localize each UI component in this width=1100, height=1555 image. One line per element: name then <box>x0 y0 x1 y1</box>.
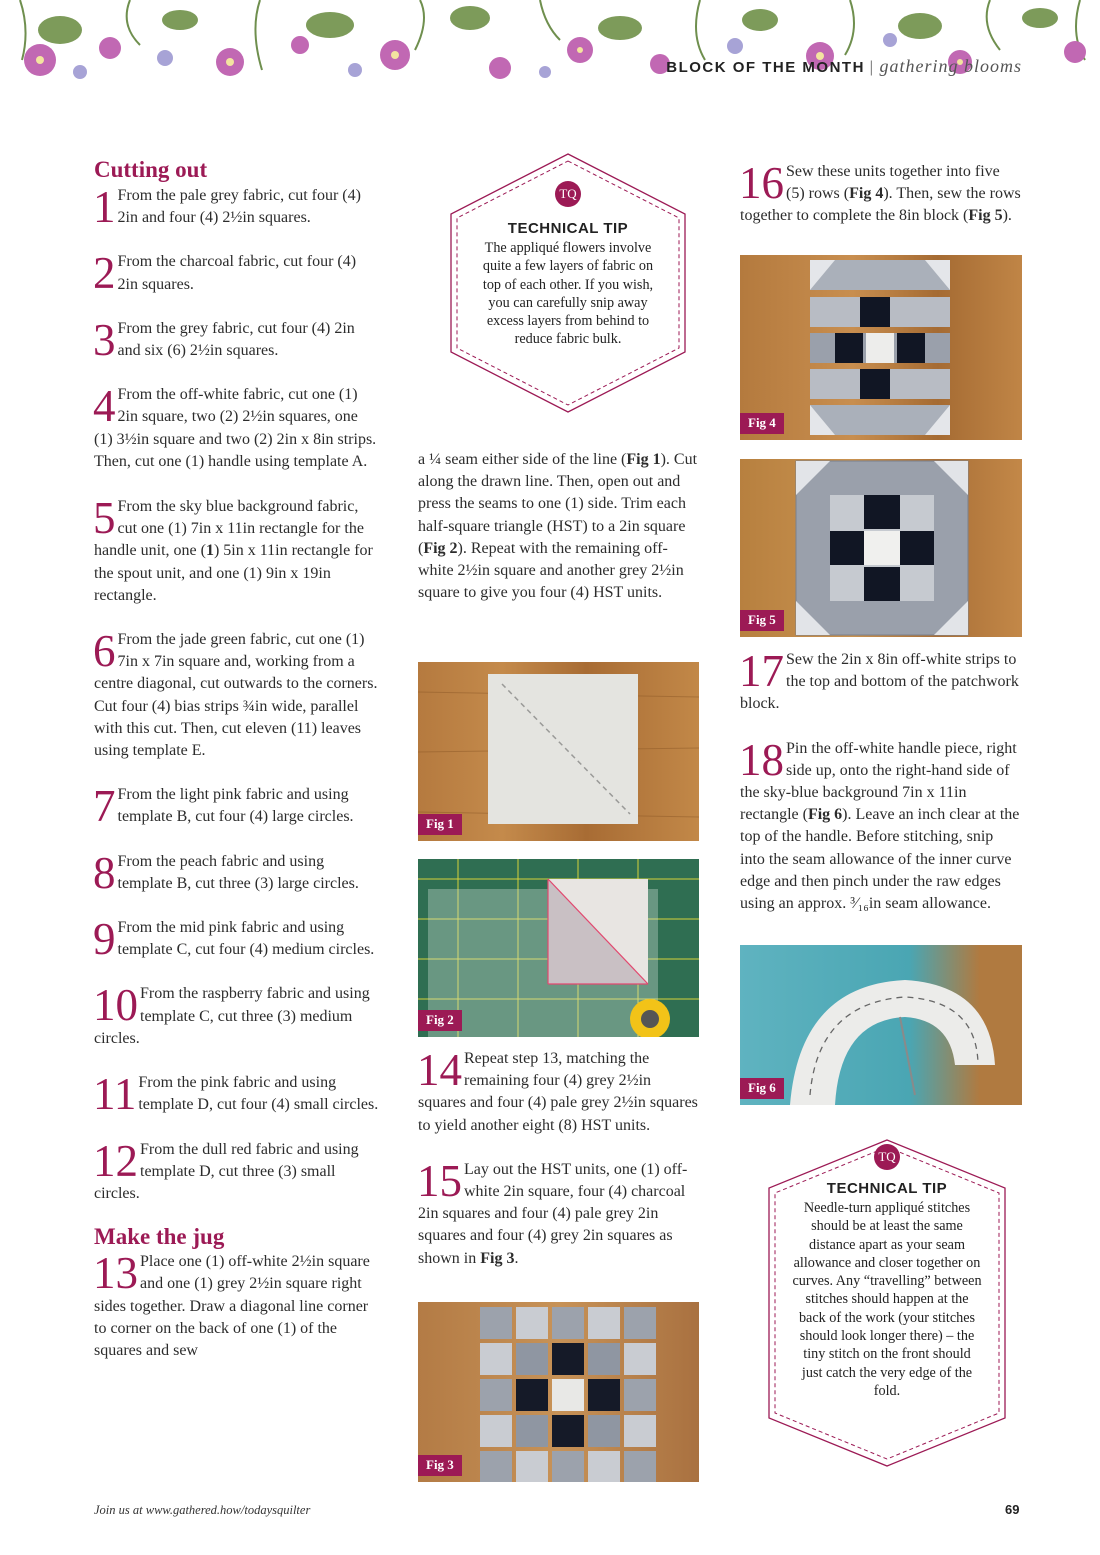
step-number: 6 <box>93 626 116 677</box>
fig-ref: Fig 1 <box>626 451 661 468</box>
tip-text: The appliqué flowers involve quite a few layers of fabric on top of each other. If you wish, you can carefully snip away excess layers from behind to reduce fabric bulk. <box>482 240 654 348</box>
fig-ref: Fig 4 <box>849 185 884 203</box>
para-text: ). Cut along the drawn line. Then, open out and press the seams to one (1) side. Trim each half-square triangle (HST) to a 2in square ( <box>418 451 698 557</box>
section-title: BLOCK OF THE MONTH <box>666 59 865 76</box>
step-18 <box>739 734 1022 916</box>
tip-title: TECHNICAL TIP <box>507 220 629 237</box>
step-number: 16 <box>739 158 784 208</box>
step-number: 13 <box>93 1248 138 1299</box>
tq-badge: TQ <box>555 181 581 207</box>
step-11 <box>93 1069 379 1120</box>
fig-ref: Fig 2 <box>423 539 458 557</box>
fig-1-photo <box>418 662 699 841</box>
column-2-continuation <box>418 449 703 604</box>
step-15 <box>417 1155 703 1270</box>
fig-label: Fig 5 <box>740 610 784 631</box>
step-text: From the off-white fabric, cut one (1) 2in square, two (2) 2½in squares, one (1) 3½in square and two (2) 2in x 8in strips. Then, cut one (1) handle using template A. <box>94 386 377 470</box>
fig-ref: Fig 3 <box>480 1249 515 1267</box>
step-number: 3 <box>93 314 116 365</box>
step-number: 18 <box>739 734 784 785</box>
step-text: ) 5in x 11in rectangle for the spout unit, and one (1) 9in x 19in rectangle. <box>94 542 373 604</box>
step-number: 7 <box>93 781 116 832</box>
step-text: Sew these units together into five (5) rows ( <box>786 163 1000 203</box>
step-text: Sew the 2in x 8in off-white strips to the top and bottom of the patchwork block. <box>740 651 1019 713</box>
step-1 <box>93 182 379 232</box>
step-2 <box>93 248 379 299</box>
step-4 <box>93 381 379 473</box>
step-number: 5 <box>93 493 116 544</box>
step-8 <box>93 847 379 898</box>
step-text: From the jade green fabric, cut one (1) 7in x 7in square and, working from a centre diagonal, cut outwards to the corners. Cut four (4) bias strips ¾in wide, parallel with this cut. Then, cut eleven (11) leaves using template E. <box>94 631 378 760</box>
technical-tip-1 <box>448 152 688 414</box>
step-number: 15 <box>417 1155 462 1206</box>
fig-label: Fig 1 <box>418 814 462 835</box>
step-text: From the pale grey fabric, cut four (4) 2in and four (4) 2½in squares. <box>117 187 361 227</box>
tq-badge: TQ <box>874 1144 900 1170</box>
step-number: 11 <box>93 1069 137 1120</box>
step-14 <box>417 1045 703 1137</box>
fig-label: Fig 6 <box>740 1078 784 1099</box>
step-text: Lay out the HST units, one (1) off-white 2in square, four (4) charcoal 2in squares and four (4) pale grey 2in squares and four (4) grey 2in squares as shown in <box>418 1160 688 1267</box>
step-3 <box>93 314 379 365</box>
step-17 <box>739 646 1022 716</box>
fig-label: Fig 3 <box>418 1455 462 1476</box>
header-separator: | <box>868 58 876 76</box>
step-text: . <box>514 1249 519 1267</box>
step-7 <box>93 781 379 832</box>
step-13 <box>93 1248 379 1362</box>
step-13-continuation <box>418 449 703 604</box>
column-2-steps <box>417 1045 703 1270</box>
para-text: ). Repeat with the remaining off-white 2½in square and another grey 2½in square to give you four (4) HST units. <box>418 539 684 602</box>
fig-ref: Fig 5 <box>968 207 1003 225</box>
step-text: From the light pink fabric and using template B, cut four (4) large circles. <box>117 786 354 826</box>
footer-website: Join us at www.gathered.how/todaysquilter <box>94 1503 311 1517</box>
step-text: From the pink fabric and using template D, cut four (4) small circles. <box>138 1074 379 1114</box>
step-text: From the peach fabric and using template B, cut three (3) large circles. <box>117 852 359 892</box>
step-12 <box>93 1135 379 1206</box>
step-text: ). Then, sew the rows together to complete the 8in block ( <box>740 185 1021 225</box>
step-text: From the charcoal fabric, cut four (4) 2in squares. <box>117 253 357 293</box>
step-text: ). Leave an inch clear at the top of the handle. Before stitching, snip into the seam allowance of the inner curve edge and then pinch under the raw edges using an approx. ³⁄₁₆in seam allowance. <box>740 806 1020 913</box>
fig-ref: Fig 6 <box>807 806 843 824</box>
column-3-steps <box>739 646 1022 915</box>
step-text: From the sky blue background fabric, cut one (1) 7in x 11in rectangle for the handle unit, one ( <box>94 498 364 560</box>
tip-text: Needle-turn appliqué stitches should be at least the same distance apart as your seam allowance and closer together on curves. Any “travelling” between stitches should happen at the back of the work (your stitches should look longer there) – the tiny stitch on the front should just catch the very edge of the fold. <box>792 1200 982 1399</box>
page-header <box>666 56 1022 77</box>
step-number: 14 <box>417 1045 462 1095</box>
column-1 <box>94 158 379 1362</box>
step-text: From the mid pink fabric and using template C, cut four (4) medium circles. <box>117 919 375 959</box>
step-number: 4 <box>93 381 116 432</box>
fig-5-photo <box>740 459 1022 637</box>
step-text: From the raspberry fabric and using template C, cut three (3) medium circles. <box>94 985 370 1047</box>
step-text: Place one (1) off-white 2½in square and one (1) grey 2½in square right sides together. Draw a diagonal line corner to corner on the back of one (1) of the squares and sew <box>94 1253 370 1359</box>
technical-tip-2 <box>766 1138 1008 1468</box>
step-number: 8 <box>93 847 116 898</box>
step-5 <box>93 493 379 607</box>
fig-2-photo <box>418 859 699 1037</box>
header-subtitle: gathering blooms <box>879 56 1022 76</box>
heading-make-the-jug: Make the jug <box>94 1224 225 1250</box>
tip-title: TECHNICAL TIP <box>826 1180 948 1197</box>
page-number: 69 <box>1005 1502 1020 1517</box>
step-number: 10 <box>93 980 138 1031</box>
fig-3-photo <box>418 1302 699 1482</box>
step-bold: 1 <box>205 542 214 560</box>
step-number: 9 <box>93 914 116 965</box>
step-number: 17 <box>739 646 784 696</box>
step-6 <box>93 626 379 762</box>
heading-cutting-out: Cutting out <box>94 157 208 182</box>
step-text: From the dull red fabric and using template D, cut three (3) small circles. <box>94 1140 359 1202</box>
step-number: 1 <box>93 182 116 232</box>
column-3-top <box>739 158 1022 228</box>
step-text: From the grey fabric, cut four (4) 2in and six (6) 2½in squares. <box>117 319 355 360</box>
step-10 <box>93 980 379 1050</box>
step-text: Repeat step 13, matching the remaining four (4) grey 2½in squares and four (4) pale grey 2½in squares to yield another eight (8) HST units. <box>418 1050 698 1134</box>
para-text: a ¼ seam either side of the line ( <box>418 451 627 468</box>
step-9 <box>93 914 379 965</box>
step-number: 12 <box>93 1135 138 1186</box>
step-number: 2 <box>93 248 116 299</box>
fig-label: Fig 4 <box>740 413 784 434</box>
fig-4-photo <box>740 255 1022 440</box>
step-text: Pin the off-white handle piece, right side up, onto the right-hand side of the sky-blue background 7in x 11in rectangle ( <box>740 739 1017 824</box>
fig-label: Fig 2 <box>418 1010 462 1031</box>
step-text: ). <box>1002 207 1012 225</box>
fig-6-photo <box>740 945 1022 1105</box>
step-16 <box>739 158 1022 228</box>
